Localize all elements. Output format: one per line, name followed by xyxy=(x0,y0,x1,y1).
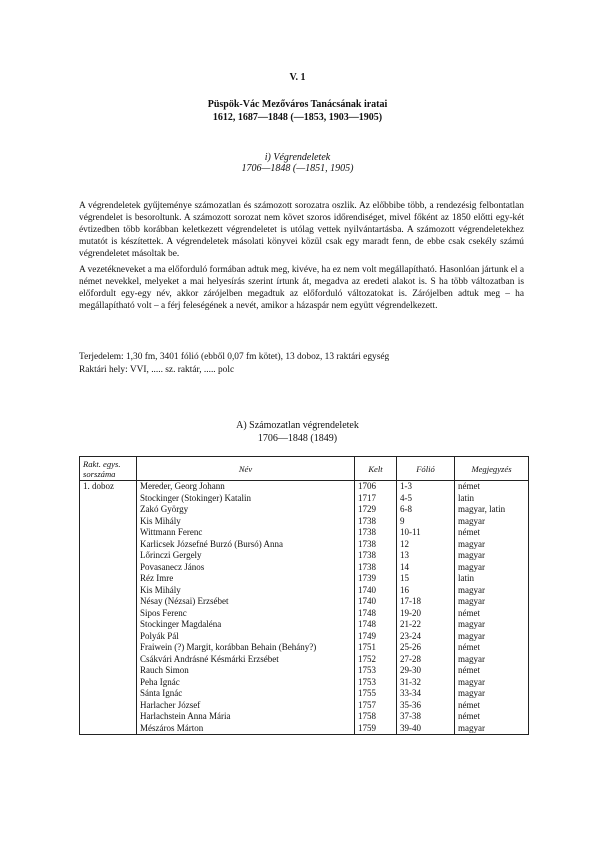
table-row xyxy=(80,504,529,516)
cell-name: Karlicsek Józsefné Burzó (Bursó) Anna xyxy=(137,539,355,551)
cell-date: 1759 xyxy=(355,723,397,735)
cell-name: Mereder, Georg Johann xyxy=(137,481,355,493)
cell-date: 1758 xyxy=(355,711,397,723)
cell-date: 1749 xyxy=(355,631,397,643)
cell-note: magyar, latin xyxy=(455,504,529,516)
cell-name: Mészáros Márton xyxy=(137,723,355,735)
cell-date: 1738 xyxy=(355,516,397,528)
cell-date: 1752 xyxy=(355,654,397,666)
cell-unit xyxy=(80,516,137,528)
cell-folio: 23-24 xyxy=(397,631,455,643)
cell-folio: 29-30 xyxy=(397,665,455,677)
cell-name: Sipos Ferenc xyxy=(137,608,355,620)
cell-name: Fraiwein (?) Margit, korábban Behain (Behány?) xyxy=(137,642,355,654)
cell-folio: 6-8 xyxy=(397,504,455,516)
volume-number: V. 1 xyxy=(289,72,306,83)
cell-note: magyar xyxy=(455,677,529,689)
cell-note: német xyxy=(455,700,529,712)
cell-date: 1729 xyxy=(355,504,397,516)
column-header-unit-line2: sorszáma xyxy=(83,468,116,479)
cell-unit xyxy=(80,608,137,620)
cell-note: német xyxy=(455,665,529,677)
cell-unit xyxy=(80,654,137,666)
cell-note: magyar xyxy=(455,723,529,735)
cell-unit xyxy=(80,723,137,735)
cell-date: 1738 xyxy=(355,527,397,539)
cell-name: Peha Ignác xyxy=(137,677,355,689)
cell-note: magyar xyxy=(455,631,529,643)
cell-folio: 35-36 xyxy=(397,700,455,712)
table-header-row xyxy=(80,457,529,481)
cell-name: Csákvári Andrásné Késmárki Erzsébet xyxy=(137,654,355,666)
cell-note: latin xyxy=(455,493,529,505)
cell-unit xyxy=(80,665,137,677)
cell-date: 1748 xyxy=(355,608,397,620)
cell-note: német xyxy=(455,608,529,620)
cell-date: 1753 xyxy=(355,665,397,677)
table-row xyxy=(80,493,529,505)
column-header-folio: Fólió xyxy=(397,457,455,481)
cell-note: magyar xyxy=(455,516,529,528)
cell-name: Rauch Simon xyxy=(137,665,355,677)
table-row xyxy=(80,642,529,654)
cell-folio: 19-20 xyxy=(397,608,455,620)
cell-note: német xyxy=(455,481,529,493)
table-row xyxy=(80,677,529,689)
cell-folio: 10-11 xyxy=(397,527,455,539)
table-row xyxy=(80,688,529,700)
cell-folio: 37-38 xyxy=(397,711,455,723)
cell-unit xyxy=(80,550,137,562)
cell-name: Kis Mihály xyxy=(137,585,355,597)
cell-date: 1753 xyxy=(355,677,397,689)
location-line: Raktári hely: VVI, ..... sz. raktár, ..... polc xyxy=(79,365,235,375)
cell-name: Harlachstein Anna Mária xyxy=(137,711,355,723)
cell-folio: 9 xyxy=(397,516,455,528)
cell-folio: 17-18 xyxy=(397,596,455,608)
cell-date: 1739 xyxy=(355,573,397,585)
column-header-date: Kelt xyxy=(355,457,397,481)
intro-paragraph-2: A vezetékneveket a ma előforduló formában adtuk meg, kivéve, ha ez nem volt megállapítható. Hasonlóan jártunk el a német nevekkel, melyeket a mai helyesírás szerint írtunk át, megadva az eredeti alakot is. S ha több változatban is előfordult egy-egy név, akkor zárójelben megadtuk az előforduló változatokat is. Zárójelben adtuk meg – ha megállapítható volt – a férj feleségének a nevét, amikor a házaspár nem együtt végrendelkezett. xyxy=(79,265,524,312)
cell-note: magyar xyxy=(455,619,529,631)
cell-date: 1740 xyxy=(355,596,397,608)
cell-name: Stockinger Magdaléna xyxy=(137,619,355,631)
cell-name: Réz Imre xyxy=(137,573,355,585)
cell-unit xyxy=(80,631,137,643)
cell-name: Wittmann Ferenc xyxy=(137,527,355,539)
cell-folio: 15 xyxy=(397,573,455,585)
wills-table xyxy=(79,456,529,735)
cell-note: német xyxy=(455,711,529,723)
cell-name: Nésay (Nézsai) Erzsébet xyxy=(137,596,355,608)
cell-note: német xyxy=(455,642,529,654)
table-row xyxy=(80,596,529,608)
cell-folio: 14 xyxy=(397,562,455,574)
cell-note: magyar xyxy=(455,585,529,597)
table-row xyxy=(80,573,529,585)
cell-date: 1740 xyxy=(355,585,397,597)
table-row xyxy=(80,631,529,643)
extent-line: Terjedelem: 1,30 fm, 3401 fólió (ebből 0,07 fm kötet), 13 doboz, 13 raktári egység xyxy=(79,352,390,362)
table-row xyxy=(80,585,529,597)
cell-date: 1751 xyxy=(355,642,397,654)
cell-unit xyxy=(80,573,137,585)
table-row xyxy=(80,700,529,712)
cell-folio: 16 xyxy=(397,585,455,597)
cell-folio: 31-32 xyxy=(397,677,455,689)
cell-unit xyxy=(80,700,137,712)
cell-unit xyxy=(80,527,137,539)
cell-unit: 1. doboz xyxy=(80,481,137,493)
column-header-name: Név xyxy=(137,457,355,481)
table-row xyxy=(80,550,529,562)
cell-name: Harlacher József xyxy=(137,700,355,712)
cell-name: Sánta Ignác xyxy=(137,688,355,700)
table-row xyxy=(80,481,529,493)
subseries-title: i) Végrendeletek xyxy=(264,152,331,163)
cell-note: magyar xyxy=(455,550,529,562)
section-dates: 1706—1848 (1849) xyxy=(257,433,338,444)
cell-note: német xyxy=(455,527,529,539)
cell-unit xyxy=(80,596,137,608)
cell-date: 1757 xyxy=(355,700,397,712)
cell-folio: 39-40 xyxy=(397,723,455,735)
cell-folio: 27-28 xyxy=(397,654,455,666)
table-row xyxy=(80,608,529,620)
cell-note: magyar xyxy=(455,562,529,574)
cell-unit xyxy=(80,711,137,723)
cell-name: Povasanecz János xyxy=(137,562,355,574)
table-row xyxy=(80,562,529,574)
table-row xyxy=(80,619,529,631)
cell-date: 1738 xyxy=(355,539,397,551)
table-row xyxy=(80,665,529,677)
table-row xyxy=(80,527,529,539)
cell-unit xyxy=(80,585,137,597)
cell-date: 1748 xyxy=(355,619,397,631)
cell-unit xyxy=(80,493,137,505)
subseries-dates: 1706—1848 (—1851, 1905) xyxy=(241,163,354,174)
table-row xyxy=(80,539,529,551)
table-row xyxy=(80,711,529,723)
cell-unit xyxy=(80,619,137,631)
cell-unit xyxy=(80,677,137,689)
table-body xyxy=(80,481,529,735)
fonds-dates: 1612, 1687—1848 (—1853, 1903—1905) xyxy=(212,112,383,123)
cell-note: magyar xyxy=(455,654,529,666)
table-row xyxy=(80,723,529,735)
cell-unit xyxy=(80,688,137,700)
cell-note: magyar xyxy=(455,688,529,700)
column-header-note: Megjegyzés xyxy=(455,457,529,481)
cell-folio: 25-26 xyxy=(397,642,455,654)
column-header-unit xyxy=(80,457,137,481)
cell-folio: 21-22 xyxy=(397,619,455,631)
cell-date: 1755 xyxy=(355,688,397,700)
cell-unit xyxy=(80,504,137,516)
cell-date: 1738 xyxy=(355,550,397,562)
cell-name: Lőrinczi Gergely xyxy=(137,550,355,562)
table-row xyxy=(80,654,529,666)
cell-folio: 4-5 xyxy=(397,493,455,505)
cell-name: Stockinger (Stokinger) Katalin xyxy=(137,493,355,505)
cell-name: Polyák Pál xyxy=(137,631,355,643)
cell-date: 1738 xyxy=(355,562,397,574)
cell-unit xyxy=(80,642,137,654)
cell-date: 1706 xyxy=(355,481,397,493)
fonds-title: Püspök-Vác Mezőváros Tanácsának iratai xyxy=(207,99,388,110)
column-header-unit-line1: Rakt. egys. xyxy=(83,458,121,469)
cell-folio: 33-34 xyxy=(397,688,455,700)
section-title: A) Számozatlan végrendeletek xyxy=(236,420,359,431)
cell-name: Zakó György xyxy=(137,504,355,516)
intro-paragraph-1: A végrendeletek gyűjteménye számozatlan és számozott sorozatra oszlik. Az előbbibe több, a rendezésig felbontatlan végrendelet is besoroltunk. A számozott sorozat nem követ szoros időrendiséget, mivel főként az 1850 előtti egy-két évtizedben több korábban keletkezett végrendeletet is utólag vettek nyilvántartásba. A számozott végrendeletekhez mutatót is készítettek. A végrendeletek másolati könyvei közül csak egy maradt fenn, de ebbe csak csekély számú végrendeletet másoltak be. xyxy=(79,201,524,260)
cell-note: magyar xyxy=(455,539,529,551)
cell-folio: 13 xyxy=(397,550,455,562)
cell-note: magyar xyxy=(455,596,529,608)
cell-unit xyxy=(80,562,137,574)
cell-folio: 12 xyxy=(397,539,455,551)
table-row xyxy=(80,516,529,528)
cell-folio: 1-3 xyxy=(397,481,455,493)
cell-unit xyxy=(80,539,137,551)
cell-note: latin xyxy=(455,573,529,585)
cell-name: Kis Mihály xyxy=(137,516,355,528)
cell-date: 1717 xyxy=(355,493,397,505)
